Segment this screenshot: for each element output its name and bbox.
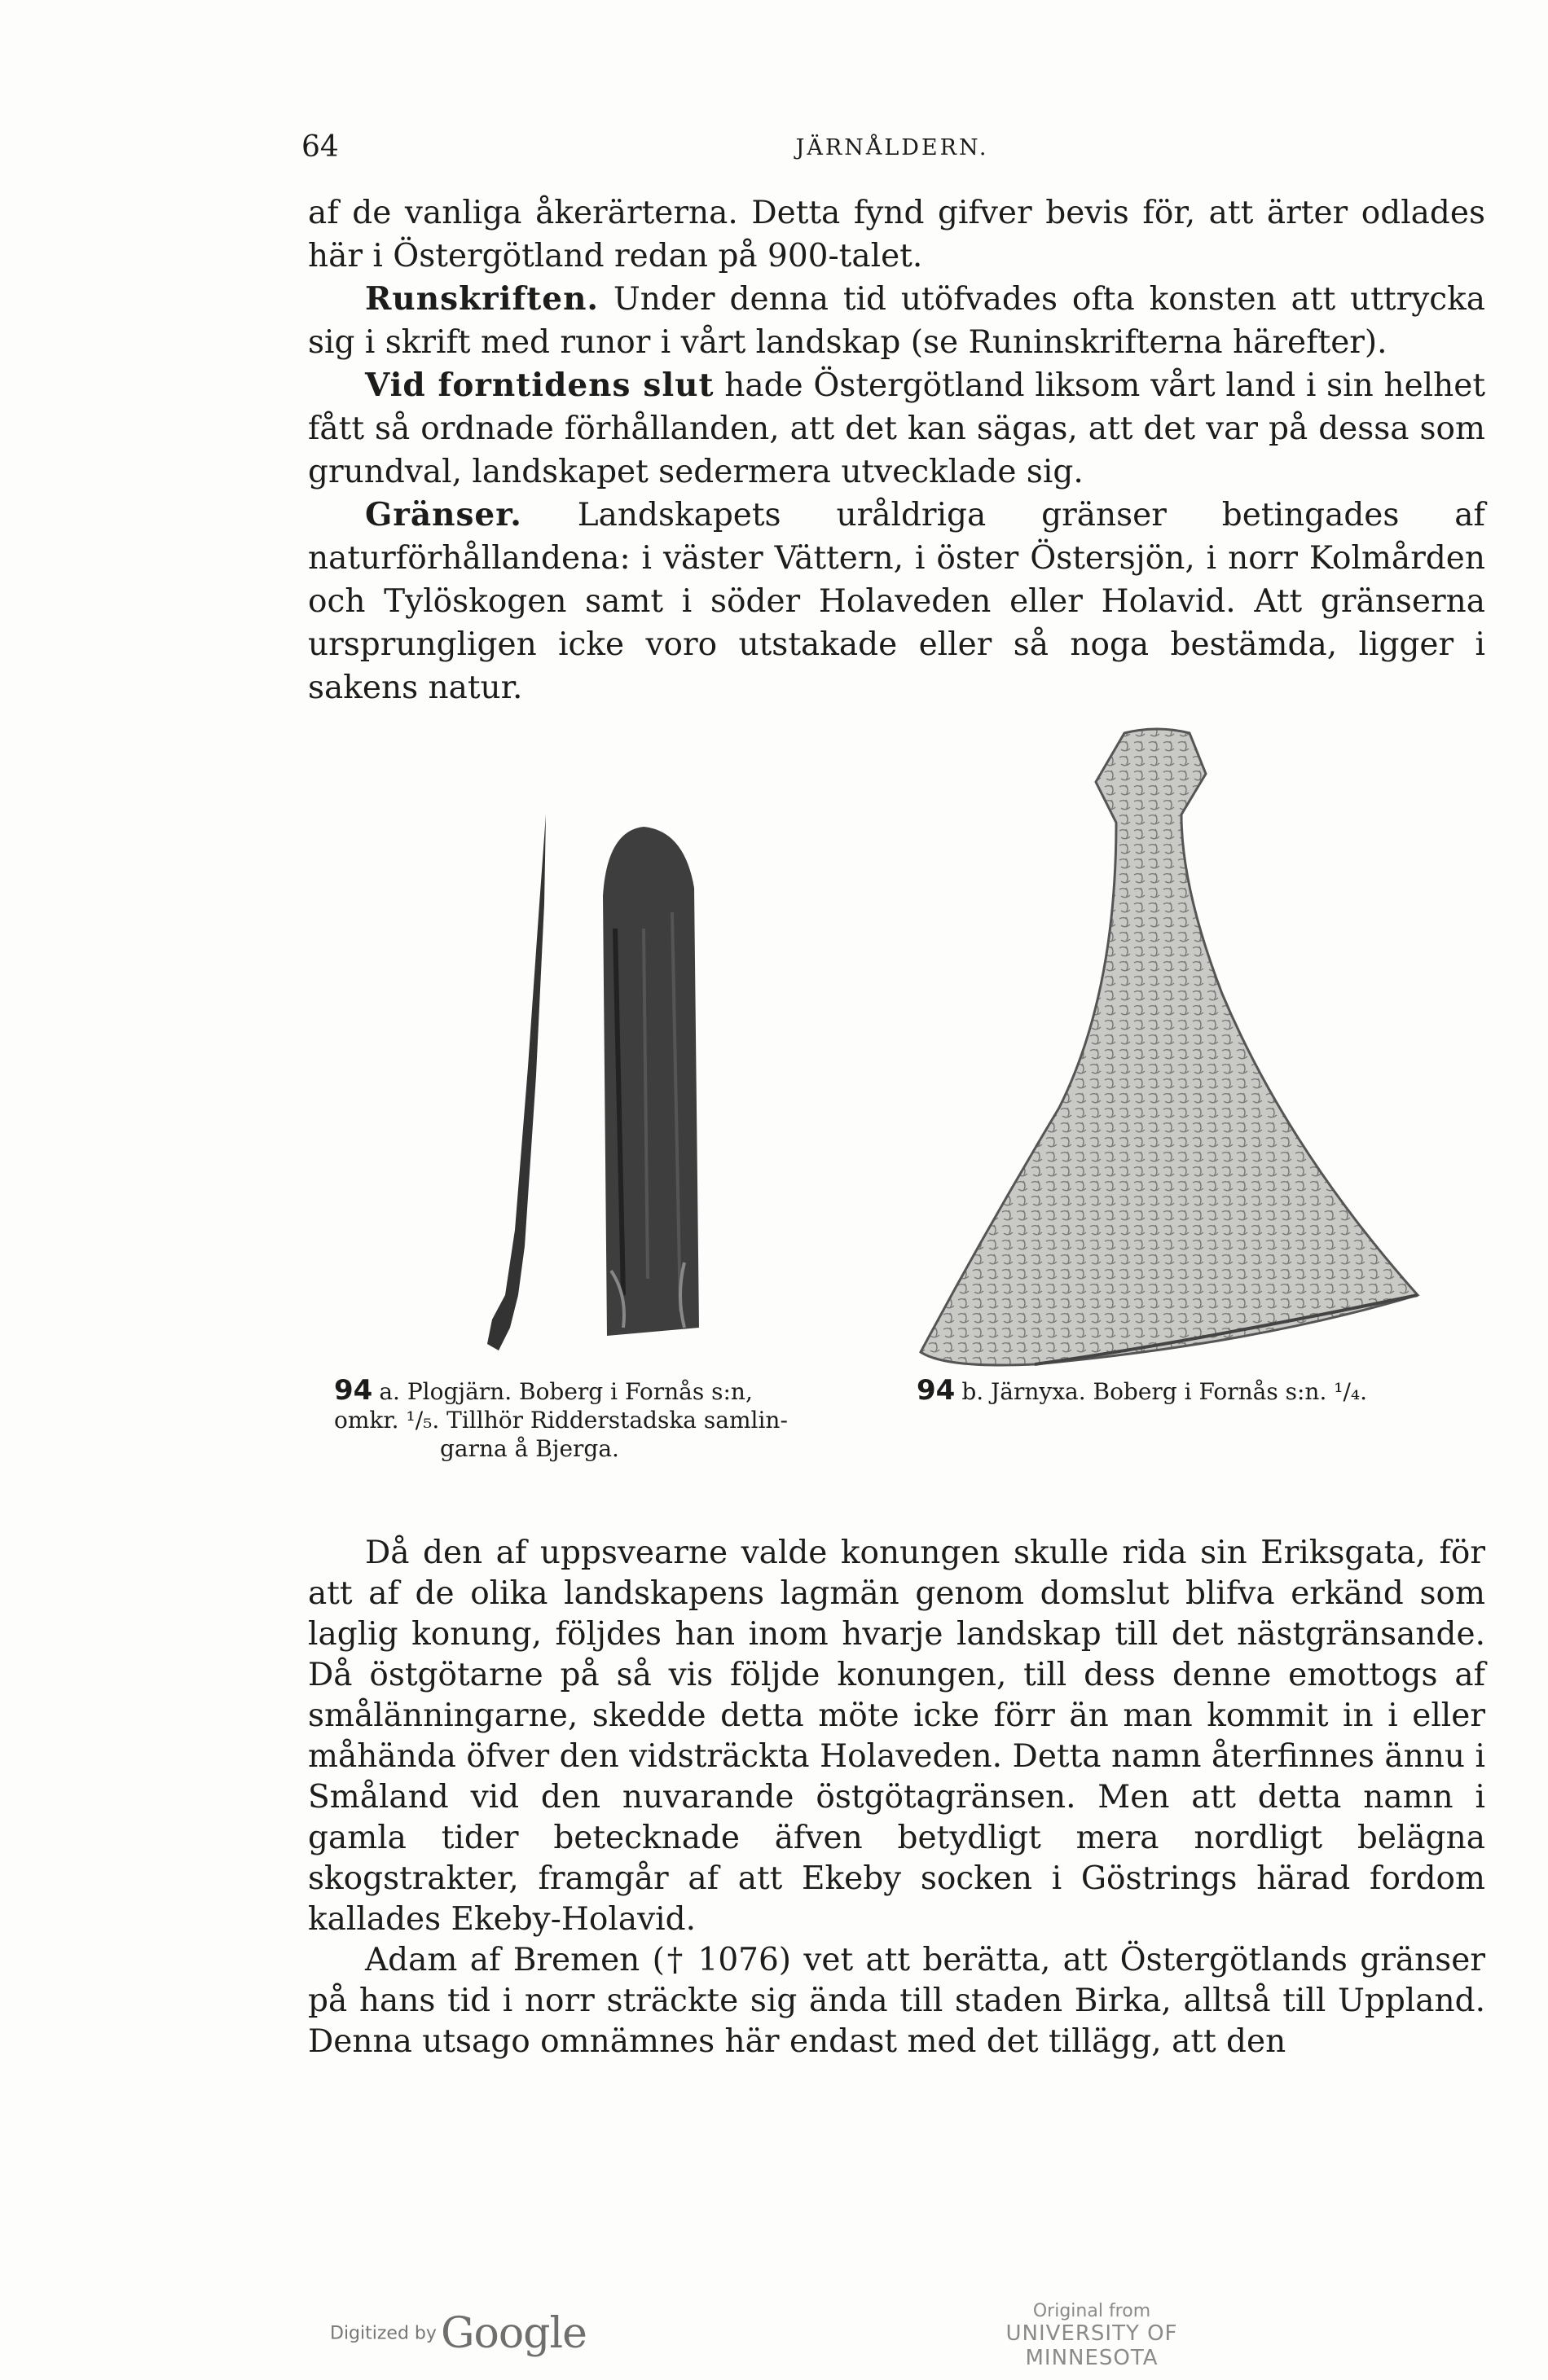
paragraph-akerarter: af de vanliga åkerärterna. Detta fynd gifver bevis för, att ärter odlades här i Östergötland redan på 900-talet.	[308, 195, 1485, 274]
original-from-notice	[937, 2301, 1247, 2370]
caption-figure-a	[334, 1374, 880, 1463]
caption-figure-b	[917, 1374, 1471, 1407]
heading-runskriften: Runskriften.	[365, 280, 599, 318]
paragraph-forntidens-slut-text: hade Östergötland liksom vårt land i sin helhet fått så ordnade förhållanden, att det kan sägas, att det var på dessa som grundval, landskapet sedermera utvecklade sig.	[308, 367, 1485, 490]
paragraph-granser-text: Landskapets uråldriga gränser betingades af naturförhållandena: i väster Vättern, i öster Östersjön, i norr Kolmården och Tylöskogen samt i söder Holaveden eller Holavid. Att gränserna ursprungligen icke voro utstakade eller så noga bestämda, ligger i sakens natur.	[308, 497, 1485, 706]
figure-a-number: 94	[334, 1374, 373, 1407]
google-logo: Google	[441, 2309, 587, 2358]
top-text-block	[308, 191, 1485, 709]
paragraph-adam-af-bremen: Adam af Bremen († 1076) vet att berätta, att Östergötlands gränser på hans tid i norr sträckte sig ända till staden Birka, alltså till Uppland. Denna utsago omnämnes här endast med det tillägg, att den	[308, 1942, 1485, 2060]
digitized-by-google	[330, 2309, 587, 2358]
paragraph-forntidens-slut	[308, 364, 1485, 494]
plow-iron-illustration	[440, 806, 782, 1360]
iron-axe-illustration	[913, 725, 1434, 1368]
running-title: JÄRNÅLDERN.	[795, 135, 989, 160]
original-from-label: Original from	[1032, 2301, 1151, 2321]
figure-iron-axe	[913, 725, 1434, 1368]
figure-b-number: 94	[917, 1374, 956, 1407]
digitized-by-label: Digitized by	[330, 2323, 437, 2344]
university-label: UNIVERSITY OF MINNESOTA	[1005, 2321, 1178, 2370]
paragraph-runskriften-text: Under denna tid utöfvades ofta konsten att uttrycka sig i skrift med runor i vårt landskap (se Runinskrifterna härefter).	[308, 281, 1485, 361]
heading-granser: Gränser.	[365, 496, 522, 534]
bottom-text-block	[308, 1533, 1485, 2062]
paragraph-granser	[308, 494, 1485, 709]
plow-iron-rod	[487, 815, 546, 1350]
paragraph-eriksgata: Då den af uppsvearne valde konungen skulle rida sin Eriksgata, för att af de olika landskapens lagmän genom domslut blifva erkänd som laglig konung, följdes han inom hvarje landskap till det nästgränsande. Då östgötarne på så vis följde konungen, till dess denne emottogs af smålänningarne, skedde detta möte icke förr än man kommit in i eller måhända öfver den vidsträckta Holaveden. Detta namn återfinnes ännu i Småland vid den nuvarande östgötagränsen. Men att detta namn i gamla tider betecknade äfven betydligt mera nordligt belägna skogstrakter, framgår af att Ekeby socken i Göstrings härad fordom kallades Ekeby-Holavid.	[308, 1535, 1485, 1938]
figure-a-caption-line1: a. Plogjärn. Boberg i Fornås s:n,	[379, 1378, 753, 1405]
figure-plow-iron	[440, 806, 782, 1360]
axe-head	[921, 729, 1418, 1365]
figure-a-caption-line2: omkr. ¹/₅. Tillhör Ridderstadska samlin-	[334, 1407, 788, 1434]
page-header	[301, 130, 1483, 171]
figure-a-caption-line3: garna å Bjerga.	[440, 1435, 619, 1462]
page-number: 64	[301, 130, 339, 164]
figure-b-caption-text: b. Järnyxa. Boberg i Fornås s:n. ¹/₄.	[961, 1378, 1368, 1405]
heading-forntidens-slut: Vid forntidens slut	[365, 367, 715, 404]
paragraph-runskriften	[308, 278, 1485, 364]
